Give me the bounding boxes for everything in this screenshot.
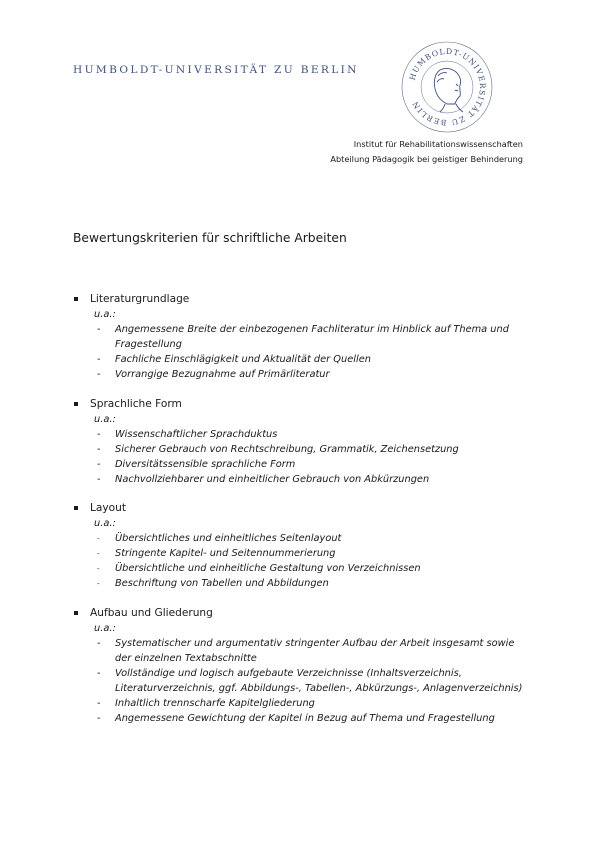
list-item-text: Übersichtliches und einheitliches Seitenlayout — [115, 533, 342, 544]
department-name: Abteilung Pädagogik bei geistiger Behinderung — [330, 154, 523, 164]
section-heading — [73, 501, 533, 516]
seal-text: HUMBOLDT-UNIVERSITÄT ZU BERLIN — [407, 46, 488, 128]
criteria-items — [73, 636, 533, 726]
list-item — [73, 561, 533, 576]
criteria-items — [73, 427, 533, 487]
section-sprachliche-form — [73, 397, 533, 487]
section-note: u.a.: — [94, 413, 116, 425]
dash-bullet-icon: - — [97, 667, 101, 679]
section-heading-label: Literaturgrundlage — [90, 293, 190, 305]
list-item-text: Wissenschaftlicher Sprachduktus — [115, 428, 278, 440]
dash-bullet-icon: - — [97, 697, 101, 709]
dash-bullet-icon: - — [97, 580, 100, 588]
portrait-icon — [434, 69, 463, 113]
square-bullet-icon — [74, 506, 78, 510]
section-literaturgrundlage — [73, 292, 533, 382]
list-item-text: Beschriftung von Tabellen und Abbildungen — [115, 578, 329, 589]
dash-bullet-icon: - — [97, 473, 101, 485]
dash-bullet-icon: - — [97, 443, 101, 455]
criteria-items — [73, 322, 533, 382]
list-item — [73, 531, 533, 546]
section-layout — [73, 501, 533, 591]
list-item-text: Fachliche Einschlägigkeit und Aktualität der Quellen — [115, 354, 371, 365]
institute-block — [330, 137, 523, 167]
list-item-text: Nachvollziehbarer und einheitlicher Gebrauch von Abkürzungen — [115, 473, 430, 485]
dash-bullet-icon: - — [97, 550, 100, 558]
list-item — [73, 546, 533, 561]
square-bullet-icon — [74, 611, 78, 615]
list-item — [73, 442, 533, 457]
section-note: u.a.: — [94, 309, 116, 320]
dash-bullet-icon: - — [97, 637, 101, 649]
list-item — [73, 666, 533, 696]
list-item-text: Vollständige und logisch aufgebaute Verzeichnisse (Inhaltsverzeichnis, Literaturverzeichnis, ggf. Abbildungs-, Tabellen-, Abkürzungs-, Anlagenverzeichnis) — [115, 667, 523, 694]
list-item-text: Diversitätssensible sprachliche Form — [115, 458, 296, 470]
list-item-text: Vorrangige Bezugnahme auf Primärliteratur — [115, 369, 330, 380]
list-item-text: Inhaltlich trennscharfe Kapitelgliederung — [115, 697, 315, 709]
section-heading — [73, 606, 533, 621]
section-note: u.a.: — [94, 518, 116, 529]
university-wordmark: HUMBOLDT-UNIVERSITÄT ZU BERLIN — [73, 64, 359, 76]
list-item-text: Systematischer und argumentativ stringenter Aufbau der Arbeit insgesamt sowie der einzelnen Textabschnitte — [115, 637, 515, 664]
section-heading — [73, 397, 533, 412]
list-item — [73, 636, 533, 666]
dash-bullet-icon: - — [97, 565, 100, 573]
list-item-text: Übersichtliche und einheitliche Gestaltung von Verzeichnissen — [115, 563, 421, 574]
institute-name: Institut für Rehabilitationswissenschaften — [353, 139, 523, 149]
list-item-text: Angemessene Gewichtung der Kapitel in Bezug auf Thema und Fragestellung — [115, 712, 495, 724]
criteria-list — [73, 292, 533, 740]
dash-bullet-icon: - — [97, 354, 101, 365]
list-item — [73, 352, 533, 367]
list-item — [73, 367, 533, 382]
list-item — [73, 472, 533, 487]
section-heading-label: Sprachliche Form — [90, 397, 182, 410]
dash-bullet-icon: - — [97, 458, 101, 470]
dash-bullet-icon: - — [97, 428, 101, 440]
list-item — [73, 322, 533, 352]
page-title: Bewertungskriterien für schriftliche Arbeiten — [73, 231, 347, 245]
dash-bullet-icon: - — [97, 369, 101, 380]
section-heading-label: Aufbau und Gliederung — [90, 606, 213, 619]
list-item — [73, 576, 533, 591]
list-item — [73, 427, 533, 442]
university-seal-logo — [400, 40, 494, 134]
section-heading-label: Layout — [90, 502, 127, 514]
list-item — [73, 457, 533, 472]
list-item — [73, 696, 533, 711]
list-item-text: Angemessene Breite der einbezogenen Fachliteratur im Hinblick auf Thema und Fragestellung — [115, 324, 509, 350]
section-note: u.a.: — [94, 622, 116, 634]
svg-text:HUMBOLDT-UNIVERSITÄT ZU BERLIN — [408, 47, 487, 127]
criteria-items — [73, 531, 533, 591]
list-item — [73, 711, 533, 726]
dash-bullet-icon: - — [97, 712, 101, 724]
list-item-text: Stringente Kapitel- und Seitennummerierung — [115, 548, 336, 559]
section-aufbau-und-gliederung — [73, 606, 533, 726]
square-bullet-icon — [74, 297, 78, 301]
square-bullet-icon — [74, 402, 78, 406]
dash-bullet-icon: - — [97, 535, 100, 543]
seal-graphic — [400, 40, 494, 134]
section-heading — [73, 292, 533, 307]
dash-bullet-icon: - — [97, 324, 101, 335]
list-item-text: Sicherer Gebrauch von Rechtschreibung, Grammatik, Zeichensetzung — [115, 443, 459, 455]
